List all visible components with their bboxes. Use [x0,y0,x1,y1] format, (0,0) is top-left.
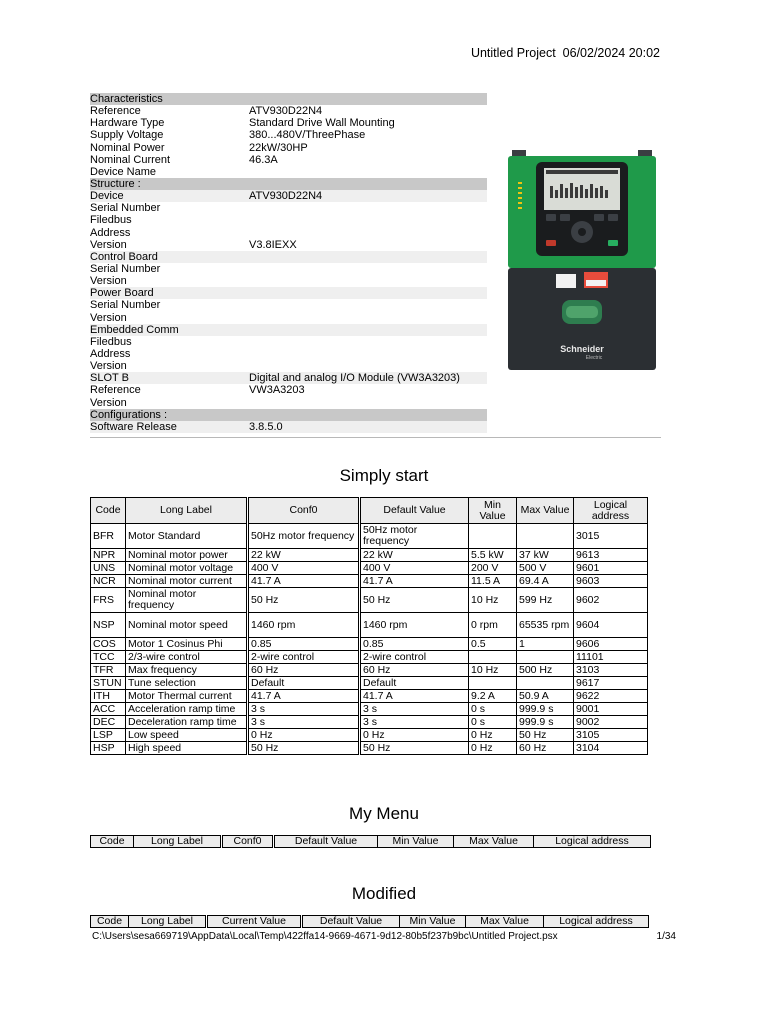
characteristic-key: Serial Number [90,202,161,215]
column-header: Logical address [544,916,649,928]
characteristic-key: SLOT B [90,372,129,385]
characteristics-section-header [90,409,487,421]
characteristic-value [249,409,487,421]
characteristics-row [90,142,487,154]
table-row [91,549,648,562]
column-header: Logical address [534,836,651,848]
table-cell: 9.2 A [469,690,517,703]
table-cell: 0 s [469,716,517,729]
table-cell: HSP [91,742,126,755]
characteristic-value: 22kW/30HP [249,141,308,154]
characteristics-list [90,93,487,433]
characteristic-value: ATV930D22N4 [249,105,323,118]
characteristic-key: Characteristics [90,93,163,105]
table-row [91,638,648,651]
column-header: Max Value [454,836,534,848]
characteristics-row [90,421,487,433]
table-row [91,575,648,588]
characteristic-key: Filedbus [90,335,132,348]
column-header: Code [91,916,129,928]
table-cell: 3015 [574,524,648,549]
characteristic-key: Nominal Power [90,141,165,154]
table-cell: 5.5 kW [469,549,517,562]
table-cell: 0 Hz [360,729,469,742]
characteristic-value [249,324,487,336]
characteristics-row [90,384,487,396]
table-cell: 3104 [574,742,648,755]
characteristic-value [249,336,487,348]
characteristic-value [249,251,487,263]
characteristic-key: Device Name [90,165,157,178]
table-cell: 3 s [248,716,360,729]
table-cell: 0 Hz [469,742,517,755]
table-cell: 2/3-wire control [126,651,248,664]
table-cell: 400 V [248,562,360,575]
table-cell: TFR [91,664,126,677]
characteristics-row [90,263,487,275]
characteristics-section-header [90,93,487,105]
header-datetime: 06/02/2024 20:02 [562,46,660,60]
table-cell: NPR [91,549,126,562]
table-cell: 41.7 A [360,575,469,588]
table-cell: 9602 [574,588,648,613]
section-title-modified: Modified [351,884,417,903]
characteristics-row [90,166,487,178]
column-header: Min Value [469,498,517,524]
file-path: C:\Users\sesa669719\AppData\Local\Temp\422ffa14-9669-4671-9d12-80b5f237b9bc\Untitled Project.psx [92,931,558,942]
table-cell: Acceleration ramp time [126,703,248,716]
characteristic-key: Embedded Comm [90,323,179,336]
characteristic-value: V3.8IEXX [249,238,297,251]
characteristic-key: Software Release [90,420,177,433]
table-cell: COS [91,638,126,651]
characteristic-value [249,360,487,372]
characteristic-value [249,214,487,226]
column-header: Long Label [134,836,222,848]
characteristic-key: Version [90,360,127,373]
page-header [471,46,660,60]
table-cell: 1460 rpm [248,613,360,638]
characteristic-key: Reference [90,105,141,118]
characteristics-row [90,397,487,409]
table-row [91,729,648,742]
characteristics-row [90,202,487,214]
table-cell: 11101 [574,651,648,664]
table-cell [517,651,574,664]
table-cell: Nominal motor voltage [126,562,248,575]
column-header: Min Value [400,916,466,928]
table-cell: 9001 [574,703,648,716]
table-cell: 9601 [574,562,648,575]
characteristic-key: Reference [90,384,141,397]
modified-table [90,915,649,928]
column-header: Long Label [126,498,248,524]
table-cell: 0 rpm [469,613,517,638]
characteristic-key: Version [90,311,127,324]
table-cell: Nominal motor current [126,575,248,588]
column-header: Max Value [517,498,574,524]
table-cell: Nominal motor power [126,549,248,562]
drive-product-image [506,150,658,372]
table-cell [517,677,574,690]
table-cell: 60 Hz [517,742,574,755]
table-cell: 50 Hz [248,742,360,755]
table-cell: 50 Hz [360,588,469,613]
characteristics-row [90,251,487,263]
characteristics-row [90,360,487,372]
column-header: Current Value [207,916,302,928]
table-cell: NSP [91,613,126,638]
characteristics-row [90,324,487,336]
characteristic-key: Device [90,190,124,203]
characteristic-key: Power Board [90,287,154,300]
table-cell: 3 s [360,703,469,716]
characteristic-value [249,93,487,105]
table-cell: 9606 [574,638,648,651]
table-cell: 22 kW [248,549,360,562]
column-header: Default Value [302,916,400,928]
characteristic-value: 46.3A [249,153,278,166]
table-cell: 2-wire control [360,651,469,664]
table-cell: BFR [91,524,126,549]
characteristic-value: 380...480V/ThreePhase [249,129,366,142]
characteristics-section-header [90,178,487,190]
table-cell: 50Hz motor frequency [248,524,360,549]
column-header: Code [91,498,126,524]
table-row [91,651,648,664]
characteristic-value: 3.8.5.0 [249,420,283,433]
table-cell: 10 Hz [469,588,517,613]
table-row [91,703,648,716]
table-row [91,690,648,703]
characteristic-value [249,166,487,178]
table-cell: Motor Standard [126,524,248,549]
table-cell: DEC [91,716,126,729]
column-header: Min Value [378,836,454,848]
table-cell: 999.9 s [517,703,574,716]
table-row [91,742,648,755]
table-cell: Default [248,677,360,690]
characteristic-key: Control Board [90,250,158,263]
project-name: Untitled Project [470,46,556,60]
table-cell: 60 Hz [248,664,360,677]
table-cell: Nominal motor speed [126,613,248,638]
my-menu-table [90,835,651,848]
characteristic-value [249,299,487,311]
characteristic-key: Supply Voltage [90,129,164,142]
table-cell: TCC [91,651,126,664]
table-cell: Nominal motor frequency [126,588,248,613]
characteristic-key: Address [90,347,131,360]
column-header: Default Value [274,836,378,848]
characteristics-row [90,372,487,384]
characteristic-value [249,202,487,214]
table-cell: FRS [91,588,126,613]
table-cell: 41.7 A [360,690,469,703]
characteristic-value: Digital and analog I/O Module (VW3A3203) [249,372,460,385]
page-number: 1/34 [656,931,676,942]
characteristic-value: Standard Drive Wall Mounting [249,117,395,130]
table-cell [469,524,517,549]
column-header: Max Value [466,916,544,928]
table-cell: 1 [517,638,574,651]
table-cell: 0.5 [469,638,517,651]
table-cell: Low speed [126,729,248,742]
characteristic-key: Version [90,275,127,288]
table-cell: 41.7 A [248,575,360,588]
table-cell: 9603 [574,575,648,588]
table-cell: 50 Hz [517,729,574,742]
table-cell: 500 Hz [517,664,574,677]
table-cell: 400 V [360,562,469,575]
simply-start-table [90,497,648,755]
table-row [91,664,648,677]
characteristic-value [249,263,487,275]
table-cell: ITH [91,690,126,703]
table-cell: 999.9 s [517,716,574,729]
characteristic-value [249,227,487,239]
table-cell: 50.9 A [517,690,574,703]
table-cell: 41.7 A [248,690,360,703]
characteristics-row [90,348,487,360]
table-cell: 3103 [574,664,648,677]
page-footer [92,931,676,942]
characteristics-row [90,154,487,166]
divider [90,437,661,438]
table-cell: 2-wire control [248,651,360,664]
table-cell: Max frequency [126,664,248,677]
table-cell: Motor 1 Cosinus Phi [126,638,248,651]
table-row [91,677,648,690]
drive-brand-label: Schneider [560,344,604,354]
column-header: Conf0 [222,836,274,848]
table-cell: High speed [126,742,248,755]
characteristics-row [90,105,487,117]
characteristics-row [90,190,487,202]
table-cell: 200 V [469,562,517,575]
table-cell: 0.85 [248,638,360,651]
table-cell: Default [360,677,469,690]
table-cell: 0 Hz [469,729,517,742]
table-cell: 9617 [574,677,648,690]
table-cell: 9002 [574,716,648,729]
characteristics-row [90,299,487,311]
characteristic-value [249,287,487,299]
table-cell: 37 kW [517,549,574,562]
table-cell [469,677,517,690]
table-cell: 500 V [517,562,574,575]
table-cell: STUN [91,677,126,690]
characteristic-key: Configurations : [90,408,168,421]
table-cell: Tune selection [126,677,248,690]
table-row [91,613,648,638]
characteristics-row [90,227,487,239]
characteristics-row [90,287,487,299]
characteristic-key: Version [90,238,127,251]
characteristics-row [90,336,487,348]
characteristic-key: Filedbus [90,214,132,227]
characteristics-row [90,275,487,287]
characteristic-key: Hardware Type [90,117,165,130]
characteristic-value [249,178,487,190]
characteristics-row [90,129,487,141]
table-cell: 0 Hz [248,729,360,742]
table-cell: 9613 [574,549,648,562]
table-row [91,562,648,575]
table-cell: 3105 [574,729,648,742]
characteristic-key: Structure : [90,177,141,190]
table-cell: 0.85 [360,638,469,651]
section-title-simply-start: Simply start [339,466,429,485]
table-cell: 599 Hz [517,588,574,613]
characteristics-row [90,214,487,226]
table-cell: LSP [91,729,126,742]
table-cell: 65535 rpm [517,613,574,638]
characteristic-key: Nominal Current [90,153,171,166]
characteristics-row [90,239,487,251]
table-cell: 9622 [574,690,648,703]
table-cell: 10 Hz [469,664,517,677]
characteristic-key: Version [90,396,127,409]
section-title-my-menu: My Menu [349,804,419,823]
characteristic-value [249,397,487,409]
characteristics-row [90,117,487,129]
table-cell: Deceleration ramp time [126,716,248,729]
table-cell [469,651,517,664]
characteristic-value: ATV930D22N4 [249,190,323,203]
table-cell: UNS [91,562,126,575]
table-cell: 3 s [248,703,360,716]
table-row [91,524,648,549]
drive-brand-sublabel: Electric [585,355,603,361]
table-cell: 11.5 A [469,575,517,588]
table-cell: 9604 [574,613,648,638]
table-cell: 50Hz motor frequency [360,524,469,549]
table-row [91,716,648,729]
table-cell: 1460 rpm [360,613,469,638]
column-header: Long Label [129,916,207,928]
table-cell: 22 kW [360,549,469,562]
table-cell: 0 s [469,703,517,716]
characteristic-key: Address [90,226,131,239]
characteristic-key: Serial Number [90,262,161,275]
characteristic-value: VW3A3203 [249,384,305,397]
column-header: Conf0 [248,498,360,524]
table-cell: NCR [91,575,126,588]
column-header: Logical address [574,498,648,524]
table-row [91,588,648,613]
table-cell [517,524,574,549]
characteristic-value [249,312,487,324]
characteristic-value [249,275,487,287]
column-header: Code [91,836,134,848]
table-cell: 3 s [360,716,469,729]
table-cell: 50 Hz [360,742,469,755]
table-cell: 69.4 A [517,575,574,588]
characteristic-value [249,348,487,360]
table-cell: ACC [91,703,126,716]
characteristics-row [90,312,487,324]
table-cell: 60 Hz [360,664,469,677]
characteristic-key: Serial Number [90,299,161,312]
column-header: Default Value [360,498,469,524]
table-cell: Motor Thermal current [126,690,248,703]
table-cell: 50 Hz [248,588,360,613]
